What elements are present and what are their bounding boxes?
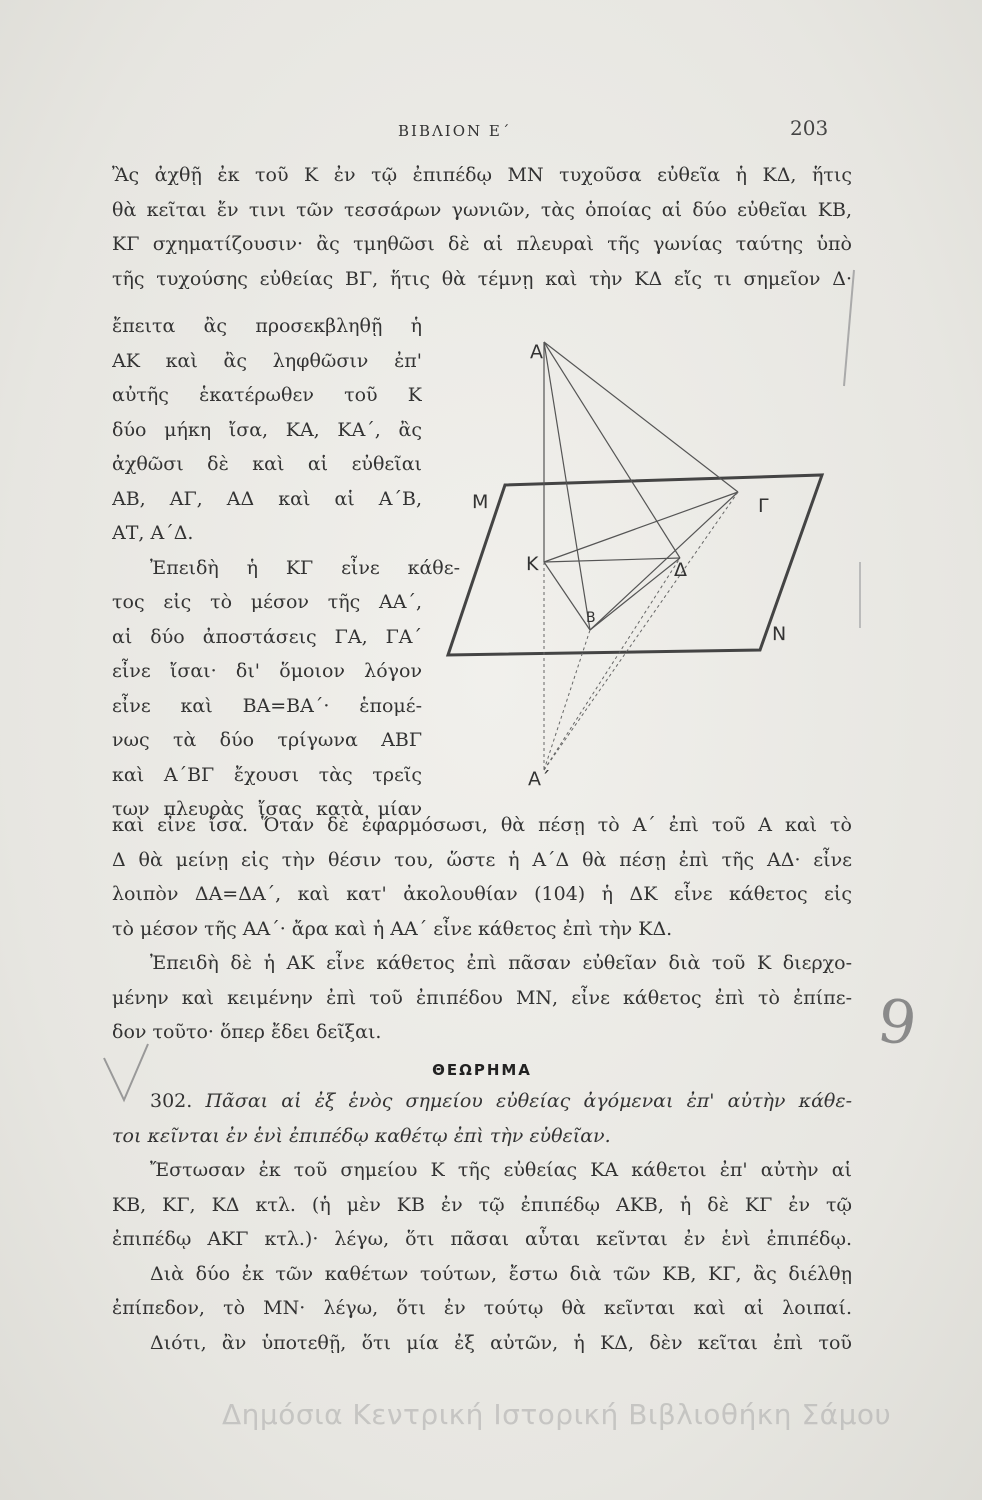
text-line: ἐπίπεδον, τὸ ΜΝ· λέγω, ὅτι ἐν τούτῳ θὰ κεῖνται καὶ αἱ λοιπαί.: [112, 1297, 852, 1319]
text-line: Ἂς ἀχθῇ ἐκ τοῦ Κ ἐν τῷ ἐπιπέδῳ ΜΝ τυχοῦσα εὐθεῖα ἡ ΚΔ, ἥτις: [112, 164, 852, 186]
text-line: ΑΒ, ΑΓ, ΑΔ καὶ αἱ Α΄Β,: [112, 487, 422, 510]
text-line: ΚΒ, ΚΓ, ΚΔ κτλ. (ἡ μὲν ΚΒ ἐν τῷ ἐπιπέδῳ ΑΚΒ, ἡ δὲ ΚΓ ἐν τῷ: [112, 1193, 852, 1216]
text-line: ἔπειτα ἂς προσεκβληθῇ ἡ: [112, 315, 422, 337]
label-k: Κ: [526, 553, 539, 575]
text-line: τος εἰς τὸ μέσον τῆς ΑΑ΄,: [112, 591, 422, 613]
line-a2d: [544, 558, 680, 770]
theorem-statement-line: [112, 1084, 852, 1119]
text-line: νως τὰ δύο τρίγωνα ΑΒΓ: [112, 729, 422, 751]
text-line: εἶνε ἴσαι· δι' ὅμοιον λόγον: [112, 660, 422, 682]
text-line: καὶ Α΄ΒΓ ἔχουσι τὰς τρεῖς: [112, 763, 422, 786]
text-line: αἱ δύο ἀποστάσεις ΓΑ, ΓΑ΄: [112, 625, 422, 648]
side-column-text: [112, 309, 460, 827]
theorem-heading: ΘΕΩΡΗΜΑ: [432, 1060, 532, 1079]
text-line: ΚΓ σχηματίζουσιν· ἂς τμηθῶσι δὲ αἱ πλευραὶ τῆς γωνίας ταύτης ὑπὸ: [112, 233, 852, 255]
text-line: θὰ κεῖται ἔν τινι τῶν τεσσάρων γωνιῶν, τὰς ὁποίας αἱ δύο εὐθεῖαι ΚΒ,: [112, 198, 852, 221]
figure-svg: [440, 330, 840, 800]
text-line: εἶνε καὶ ΒΑ=ΒΑ΄· ἑπομέ-: [112, 694, 422, 717]
label-a-prime: Α΄: [528, 768, 551, 790]
line-kd: [544, 558, 680, 562]
label-a: Α: [530, 341, 543, 363]
line-a2g: [544, 492, 738, 770]
text-line: Δ θὰ μείνῃ εἰς τὴν θέσιν του, ὥστε ἡ Α΄Δ θὰ πέσῃ ἐπὶ τῆς ΑΔ· εἶνε: [112, 848, 852, 871]
page-number: 203: [790, 116, 829, 140]
text-line: Ἔστωσαν ἐκ τοῦ σημείου Κ τῆς εὐθείας ΚΑ κάθετοι ἐπ' αὐτὴν αἱ: [150, 1159, 852, 1181]
text-line: αὐτῆς ἑκατέρωθεν τοῦ Κ: [112, 384, 422, 406]
label-d: Δ: [674, 559, 687, 581]
line-ad: [544, 342, 680, 558]
text-line: ΑΚ καὶ ἂς ληφθῶσιν ἐπ': [112, 349, 422, 372]
theorem-number: 302.: [150, 1090, 193, 1112]
theorem-statement-line: τοι κεῖνται ἐν ἑνὶ ἐπιπέδῳ καθέτῳ ἐπὶ τὴν εὐθεῖαν.: [112, 1124, 611, 1147]
text-line: τὸ μέσον τῆς ΑΑ΄· ἄρα καὶ ἡ ΑΑ΄ εἶνε κάθετος ἐπὶ τὴν ΚΔ.: [112, 917, 673, 940]
line-ag: [544, 342, 738, 492]
top-paragraph: [112, 158, 852, 296]
running-head: ΒΙΒΛΙΟΝ Ε΄: [398, 122, 512, 140]
text-line: λοιπὸν ΔΑ=ΔΑ΄, καὶ κατ' ἀκολουθίαν (104) ἡ ΔΚ εἶνε κάθετος εἰς: [112, 883, 852, 905]
text-line: καὶ εἶνε ἴσα. Ὅταν δὲ ἐφαρμόσωσι, θὰ πέσῃ τὸ Α΄ ἐπὶ τοῦ Α καὶ τὸ: [112, 814, 852, 836]
label-b: Β: [586, 610, 596, 626]
label-n: Ν: [772, 623, 787, 645]
line-a2b: [544, 630, 590, 770]
text-line: μένην καὶ κειμένην ἐπὶ τοῦ ἐπιπέδου ΜΝ, εἶνε κάθετος ἐπὶ τὸ ἐπίπε-: [112, 986, 852, 1009]
text-line: Ἐπειδὴ ἡ ΚΓ εἶνε κάθε-: [150, 556, 460, 579]
text-line: ΑΤ, Α΄Δ.: [112, 522, 194, 544]
margin-pencil-line: [850, 560, 870, 630]
line-bd: [590, 558, 680, 630]
line-ab: [544, 342, 590, 630]
line-kb: [544, 562, 590, 630]
geometry-figure: [440, 330, 840, 800]
label-m: Μ: [472, 491, 489, 513]
text-line: δύο μήκη ἴσα, ΚΑ, ΚΑ΄, ἂς: [112, 418, 422, 441]
theorem-text: Πᾶσαι αἱ ἐξ ἑνὸς σημείου εὐθείας ἀγόμεναι ἐπ' αὐτὴν κάθε-: [205, 1090, 852, 1112]
text-line: Ἐπειδὴ δὲ ἡ ΑΚ εἶνε κάθετος ἐπὶ πᾶσαν εὐθεῖαν διὰ τοῦ Κ διερχο-: [150, 952, 852, 974]
text-line: των πλευρὰς ἴσας κατὰ μίαν: [112, 798, 422, 820]
text-line: ἀχθῶσι δὲ καὶ αἱ εὐθεῖαι: [112, 453, 422, 475]
text-line: δον τοῦτο· ὅπερ ἔδει δεῖξαι.: [112, 1021, 382, 1043]
text-line: Διὰ δύο ἐκ τῶν καθέτων τούτων, ἔστω διὰ τῶν ΚΒ, ΚΓ, ἂς διέλθῃ: [150, 1262, 852, 1285]
line-bg: [590, 492, 738, 630]
text-line: Διότι, ἂν ὑποτεθῇ, ὅτι μία ἐξ αὐτῶν, ἡ ΚΔ, δὲν κεῖται ἐπὶ τοῦ: [150, 1331, 852, 1354]
text-line: τῆς τυχούσης εὐθείας ΒΓ, ἥτις θὰ τέμνῃ καὶ τὴν ΚΔ εἴς τι σημεῖον Δ·: [112, 267, 852, 290]
library-watermark: Δημόσια Κεντρική Ιστορική Βιβλιοθήκη Σάμου: [222, 1398, 892, 1431]
margin-pencil-line: [838, 268, 858, 388]
label-g: Γ: [758, 495, 769, 517]
text-line: ἐπιπέδῳ ΑΚΓ κτλ.)· λέγω, ὅτι πᾶσαι αὗται κεῖνται ἐν ἑνὶ ἐπιπέδῳ.: [112, 1228, 852, 1250]
pencil-check-mark: [96, 1038, 156, 1108]
lower-text: [112, 808, 852, 1360]
margin-stamp-number: 9: [873, 985, 921, 1061]
